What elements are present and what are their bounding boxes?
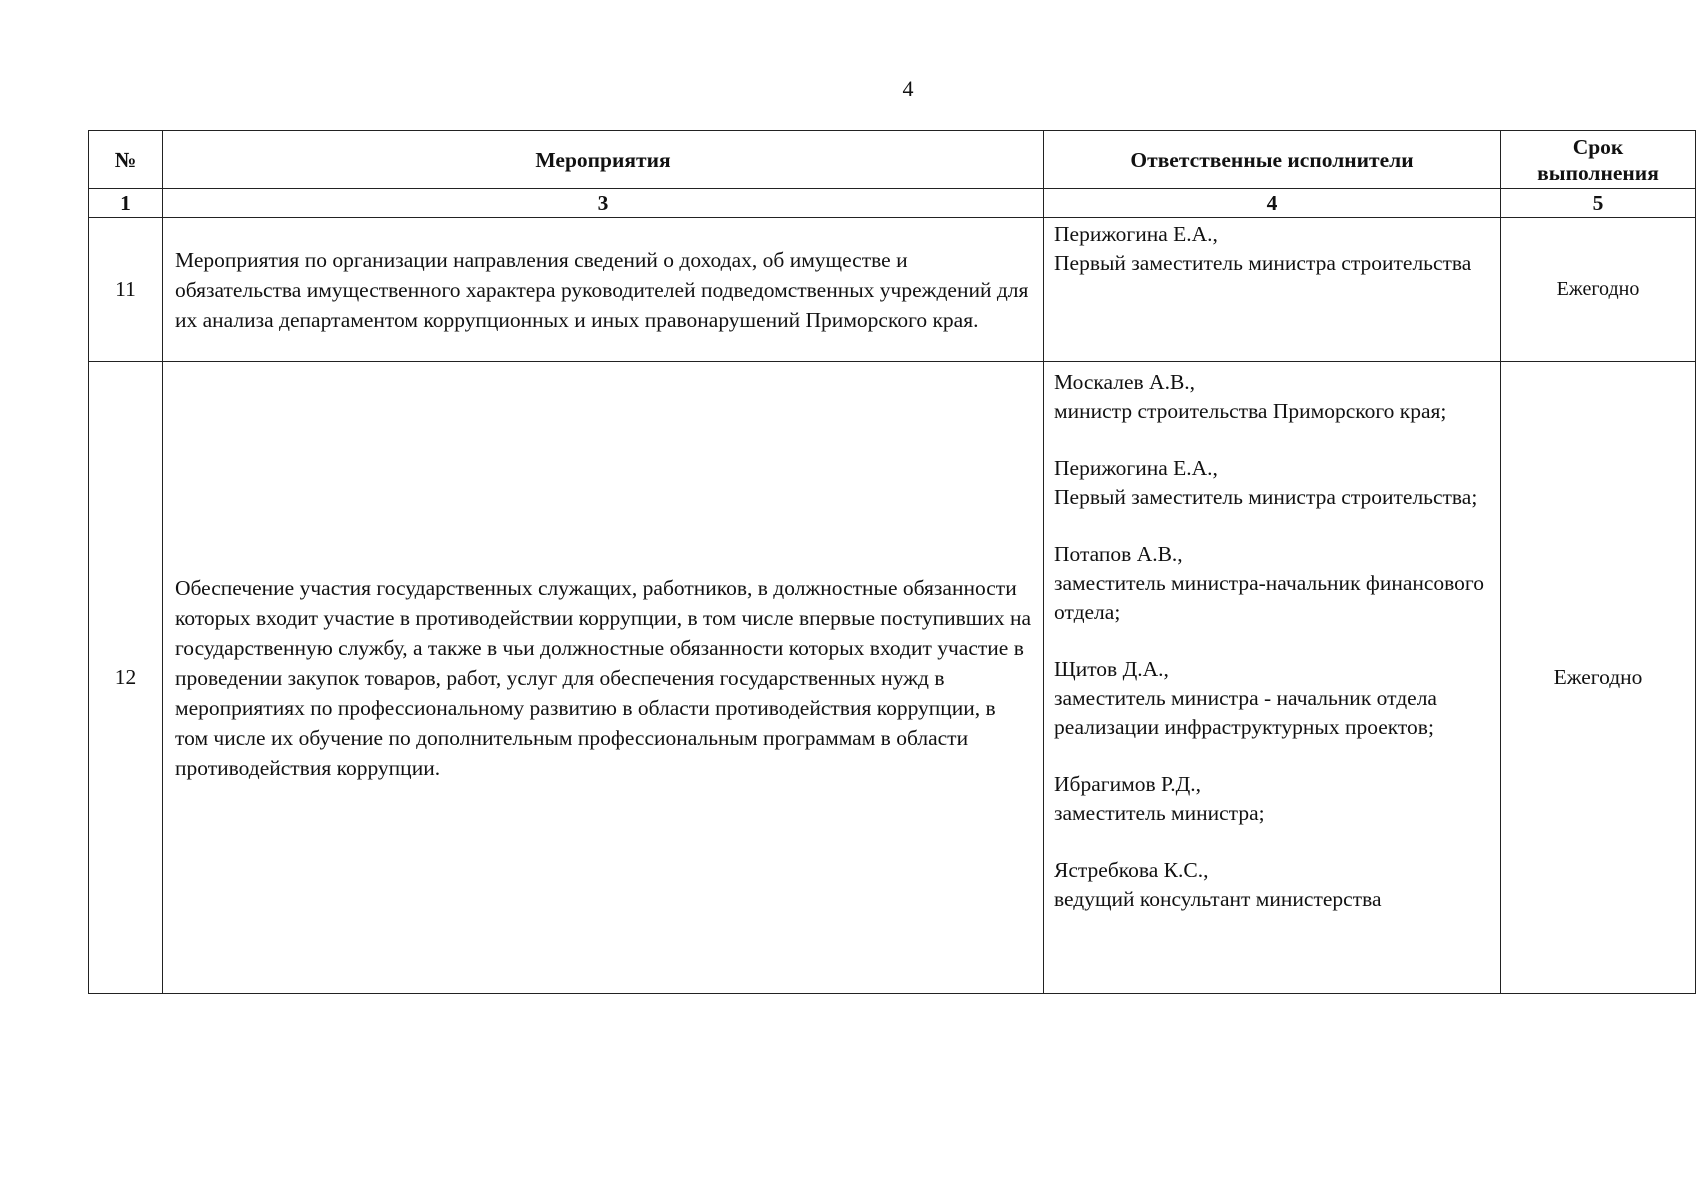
page-number: 4	[902, 76, 914, 101]
column-number-5: 5	[1501, 189, 1696, 218]
column-numbers-row	[89, 189, 1696, 218]
row-number: 11	[89, 218, 163, 362]
executor-entry	[1054, 454, 1490, 512]
executor-position: Первый заместитель министра строительства	[1054, 251, 1472, 275]
header-term	[1501, 131, 1696, 189]
column-number-4: 4	[1044, 189, 1501, 218]
executor-name: Москалев А.В.,	[1054, 370, 1196, 394]
executor-name: Потапов А.В.,	[1054, 542, 1183, 566]
row-number: 12	[89, 362, 163, 994]
executor-entry	[1054, 368, 1490, 426]
table-header-row	[89, 131, 1696, 189]
table-row	[89, 218, 1696, 362]
executor-name: Перижогина Е.А.,	[1054, 222, 1218, 246]
executor-position: заместитель министра - начальник отдела реализации инфраструктурных проектов;	[1054, 686, 1437, 739]
column-number-1: 1	[89, 189, 163, 218]
header-number: №	[89, 131, 163, 189]
executor-name: Ястребкова К.С.,	[1054, 858, 1209, 882]
term-value: Ежегодно	[1501, 218, 1696, 362]
executor-entry	[1054, 540, 1490, 627]
header-events: Мероприятия	[163, 131, 1044, 189]
executor-name: Перижогина Е.А.,	[1054, 456, 1218, 480]
executors-cell	[1044, 218, 1501, 362]
executor-position: ведущий консультант министерства	[1054, 887, 1382, 911]
event-description: Мероприятия по организации направления сведений о доходах, об имуществе и обязательства имущественного характера руководителей подведомственных учреждений для их анализа департаментом коррупционных и иных правонарушений Приморского края.	[163, 218, 1044, 362]
header-term-text: Срок выполнения	[1537, 134, 1659, 185]
header-executors: Ответственные исполнители	[1044, 131, 1501, 189]
table-row	[89, 362, 1696, 994]
executor-entry	[1054, 220, 1490, 278]
executors-cell	[1044, 362, 1501, 994]
executor-entry	[1054, 770, 1490, 828]
term-value: Ежегодно	[1501, 362, 1696, 994]
column-number-3: 3	[163, 189, 1044, 218]
action-plan-table	[88, 130, 1696, 994]
executor-entry	[1054, 655, 1490, 742]
executor-name: Щитов Д.А.,	[1054, 657, 1169, 681]
executor-position: Первый заместитель министра строительства;	[1054, 485, 1478, 509]
executor-entry	[1054, 856, 1490, 914]
event-description: Обеспечение участия государственных служащих, работников, в должностные обязанности которых входит участие в противодействии коррупции, в том числе впервые поступивших на государственную службу, а также в чьи должностные обязанности которых входит участие в проведении закупок товаров, работ, услуг для обеспечения государственных нужд в мероприятиях по профессиональному развитию в области противодействия коррупции, в том числе их обучение по дополнительным профессиональным программам в области противодействия коррупции.	[163, 362, 1044, 994]
executor-position: заместитель министра;	[1054, 801, 1265, 825]
executor-position: министр строительства Приморского края;	[1054, 399, 1447, 423]
executor-position: заместитель министра-начальник финансового отдела;	[1054, 571, 1484, 624]
executor-name: Ибрагимов Р.Д.,	[1054, 772, 1202, 796]
